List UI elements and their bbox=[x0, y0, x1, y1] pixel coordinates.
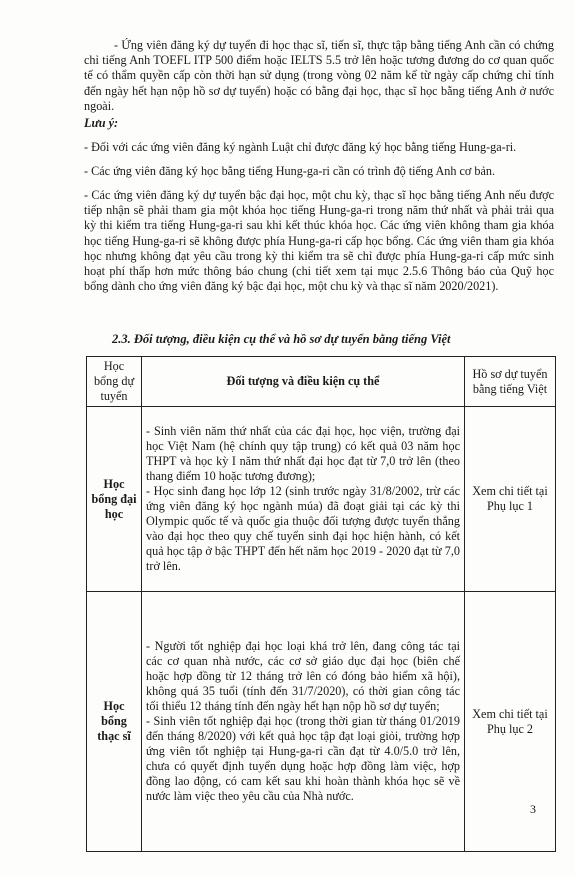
scholarship-table bbox=[86, 356, 556, 852]
note-item-law: - Đối với các ứng viên đăng ký ngành Luật chỉ được đăng ký học bằng tiếng Hung-ga-ri. bbox=[84, 140, 517, 154]
condition-item: - Sinh viên tốt nghiệp đại học (trong thời gian từ tháng 01/2019 đến tháng 8/2020) với kết quả học tập đạt loại giỏi, trường hợp ứng viên tốt nghiệp tại Hung-ga-ri cần đạt từ 4.0/5.0 trở lên, chưa có quyết định tuyển dụng hoặc hợp đồng làm việc, hợp đồng lao động, có cam kết sau khi hoàn thành khóa học sẽ về nước làm việc theo yêu cầu của Nhà nước. bbox=[146, 714, 460, 803]
intro-paragraph: - Ứng viên đăng ký dự tuyển đi học thạc sĩ, tiến sĩ, thực tập bằng tiếng Anh cần có chứng chỉ tiếng Anh TOEFL ITP 500 điểm hoặc IELTS 5.5 trở lên hoặc tương đương do cơ quan quốc tế có thẩm quyền cấp còn thời hạn sử dụng (trong vòng 02 năm kể từ ngày cấp chứng chỉ tính đến ngày hết hạn nộp hồ sơ dự tuyển) hoặc có bằng đại học, thạc sĩ học bằng tiếng Anh ở nước ngoài. bbox=[84, 38, 554, 113]
condition-item: - Người tốt nghiệp đại học loại khá trở lên, đang công tác tại các cơ quan nhà nước, các cơ sở giáo dục đại học (biên chế hoặc hợp đồng từ 12 tháng trở lên có đóng bảo hiểm xã hội), không quá 35 tuổi (tính đến 31/7/2020), có thời gian công tác tối thiểu 12 tháng tính đến ngày hết hạn nộp hồ sơ dự tuyển; bbox=[146, 639, 460, 713]
note-item-hungarian-course: - Các ứng viên đăng ký dự tuyển bậc đại học, một chu kỳ, thạc sĩ học bằng tiếng Anh nếu được tiếp nhận sẽ phải tham gia một khóa học tiếng Hung-ga-ri trong năm thứ nhất và phải trải qua kỳ thi kiểm tra tiếng Hung-ga-ri sau khi kết thúc khóa học. Các ứng viên không tham gia khóa học tiếng Hung-ga-ri sẽ không được phía Hung-ga-ri cấp học bổng. Các ứng viên tham gia khóa học nhưng không đạt yêu cầu trong kỳ thi kiểm tra sẽ chỉ được phía Hung-ga-ri cấp mức sinh hoạt phí thấp hơn mức thông báo chung (chi tiết xem tại mục 2.5.6 Thông báo của Quỹ học bổng dành cho ứng viên đăng ký bậc đại học, một chu kỳ và thạc sĩ năm 2020/2021). bbox=[84, 188, 554, 294]
header-scholarship: Học bổng dự tuyển bbox=[87, 357, 142, 407]
page-number: 3 bbox=[530, 802, 536, 816]
table-header-row bbox=[87, 357, 556, 407]
header-conditions: Đối tượng và điều kiện cụ thể bbox=[142, 357, 465, 407]
note-title bbox=[84, 116, 554, 131]
section-heading: 2.3. Đối tượng, điều kiện cụ thể và hồ sơ dự tuyển bằng tiếng Việt bbox=[112, 332, 451, 346]
row-conditions-master bbox=[142, 592, 465, 852]
header-documents: Hồ sơ dự tuyển bằng tiếng Việt bbox=[465, 357, 556, 407]
row-docs-master: Xem chi tiết tại Phụ lục 2 bbox=[465, 592, 556, 852]
condition-item: - Học sinh đang học lớp 12 (sinh trước ngày 31/8/2002, trừ các ứng viên đăng ký học ngành múa) đã đoạt giải tại các kỳ thi Olympic quốc tế và quốc gia thuộc đối tượng được tuyển thẳng vào đại học theo quy chế tuyển sinh đại học hiện hành, có kết quả học tập ở bậc THPT đến hết năm học 2019 - 2020 đạt từ 7,0 trở lên. bbox=[146, 484, 460, 573]
note-item-basic-english: - Các ứng viên đăng ký học bằng tiếng Hung-ga-ri cần có trình độ tiếng Anh cơ bản. bbox=[84, 164, 496, 178]
row-conditions-undergrad bbox=[142, 407, 465, 592]
table-row bbox=[87, 592, 556, 852]
note-title-text: Lưu ý: bbox=[84, 116, 119, 130]
condition-item: - Sinh viên năm thứ nhất của các đại học, học viện, trường đại học Việt Nam (hệ chính quy tập trung) có kết quả 03 năm học THPT và học kỳ I năm thứ nhất đại học đạt từ 7,0 trở lên (theo thang điểm 10 hoặc tương đương); bbox=[146, 424, 460, 483]
row-docs-undergrad: Xem chi tiết tại Phụ lục 1 bbox=[465, 407, 556, 592]
row-name-master: Học bổng thạc sĩ bbox=[87, 592, 142, 852]
row-name-undergrad: Học bổng đại học bbox=[87, 407, 142, 592]
table-row bbox=[87, 407, 556, 592]
